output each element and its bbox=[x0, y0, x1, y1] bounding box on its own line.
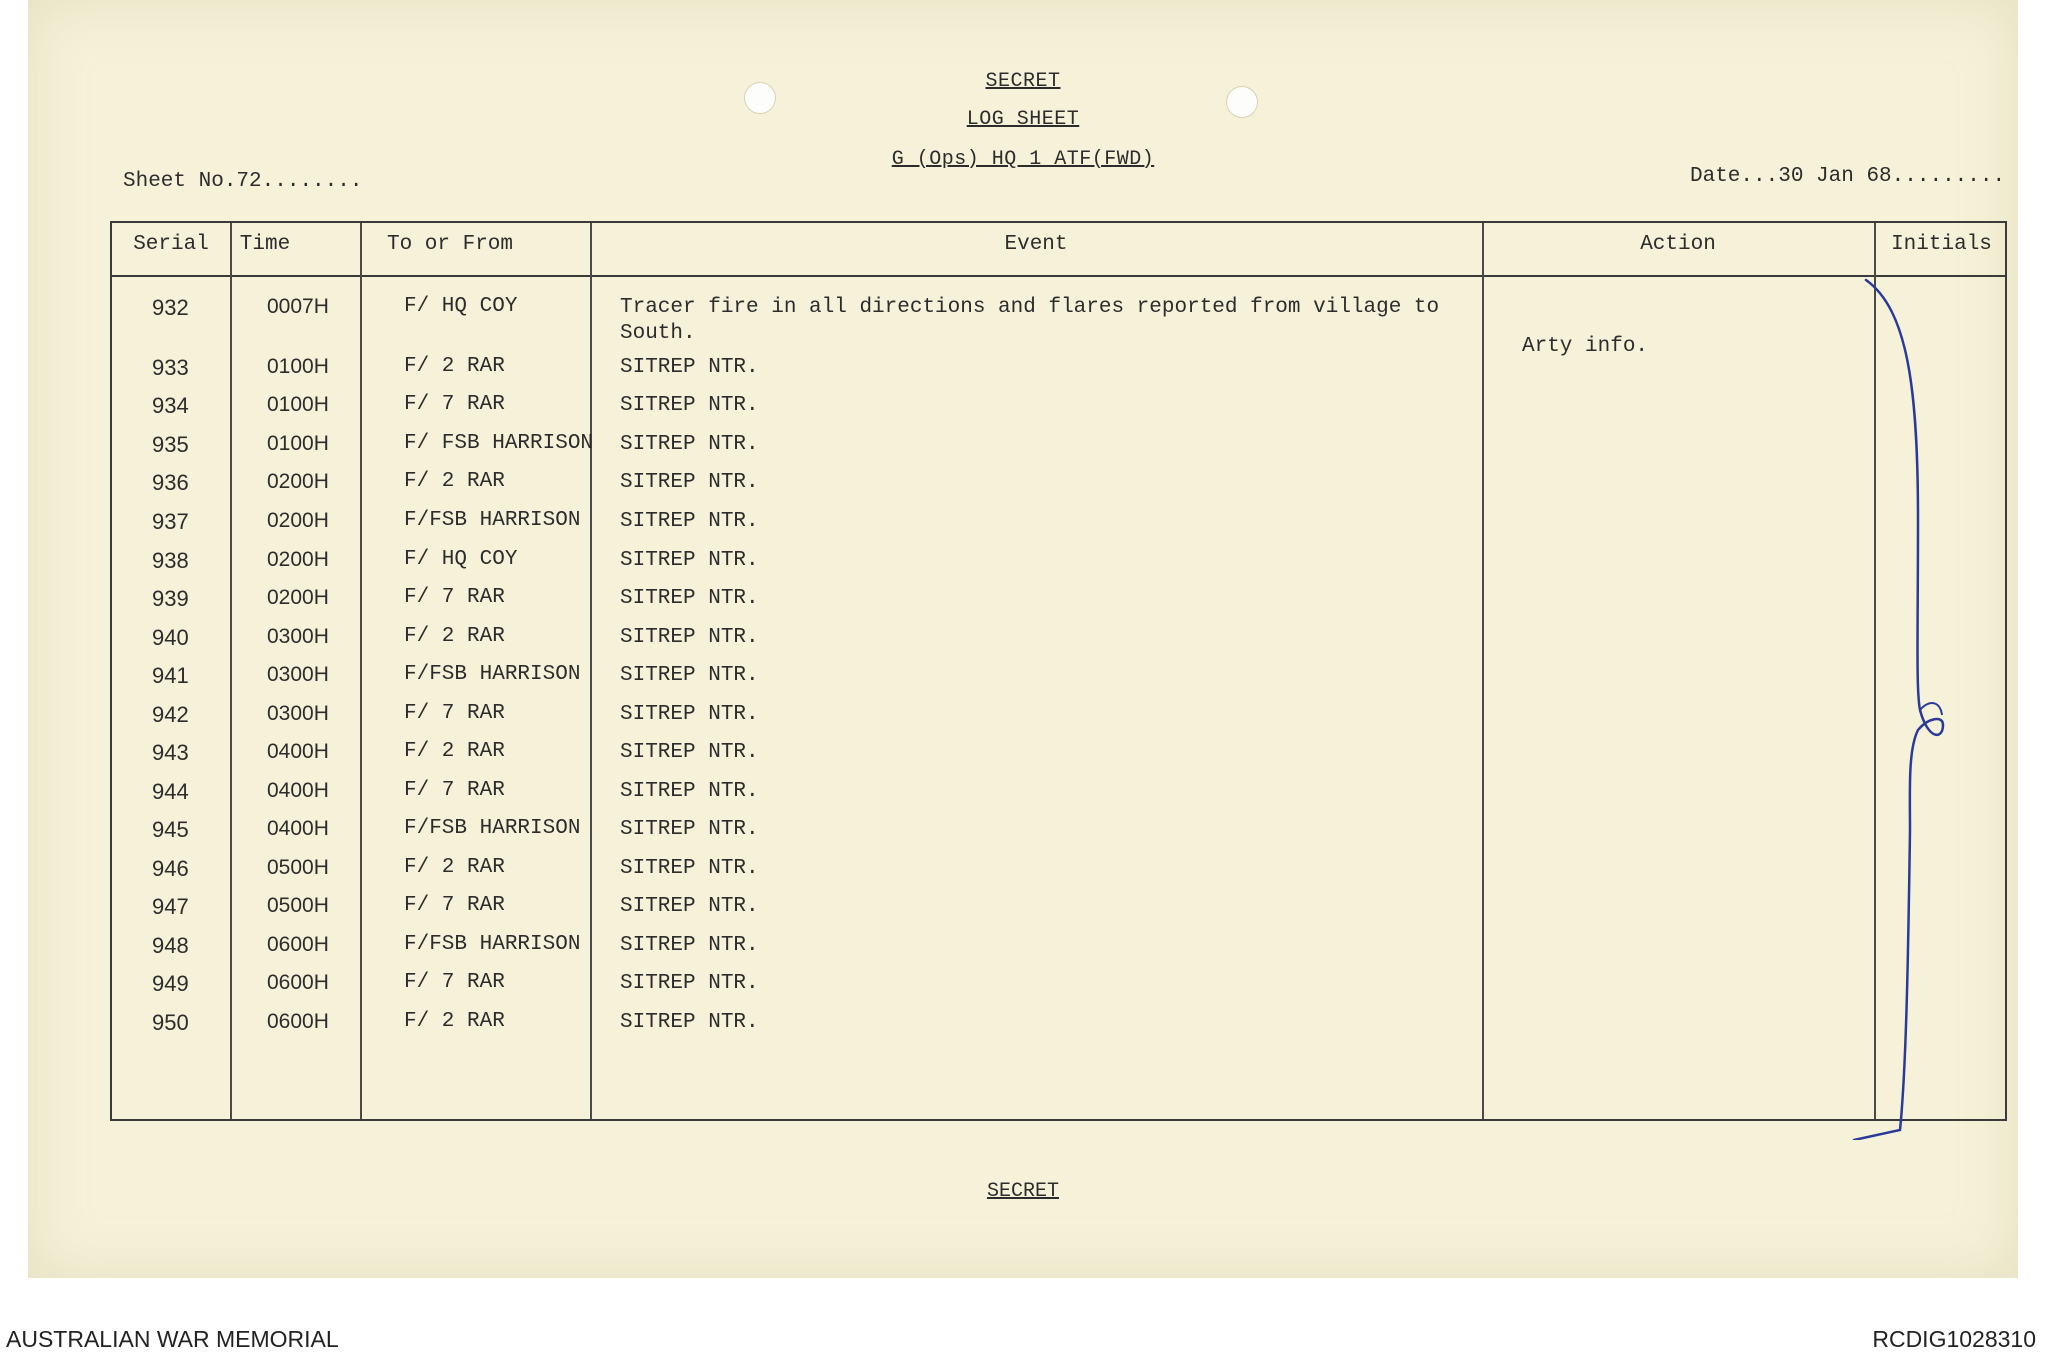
table-row bbox=[112, 971, 2005, 1009]
table-row bbox=[112, 779, 2005, 817]
time-cell: 0100H bbox=[267, 355, 329, 378]
time-cell: 0100H bbox=[267, 393, 329, 416]
table-row bbox=[112, 894, 2005, 932]
serial-cell: 933 bbox=[152, 355, 189, 380]
table-row bbox=[112, 470, 2005, 508]
time-cell: 0500H bbox=[267, 894, 329, 917]
table-row bbox=[112, 702, 2005, 740]
table-row bbox=[112, 817, 2005, 855]
to-from-cell: F/ 2 RAR bbox=[404, 355, 505, 378]
event-cell: SITREP NTR. bbox=[620, 1011, 759, 1034]
time-cell: 0600H bbox=[267, 971, 329, 994]
to-from-cell: F/FSB HARRISON bbox=[404, 509, 581, 532]
event-cell: SITREP NTR. bbox=[620, 471, 759, 494]
time-cell: 0400H bbox=[267, 817, 329, 840]
event-cell: SITREP NTR. bbox=[620, 394, 759, 417]
event-cell: SITREP NTR. bbox=[620, 433, 759, 456]
event-cell: SITREP NTR. bbox=[620, 587, 759, 610]
time-cell: 0300H bbox=[267, 702, 329, 725]
table-row bbox=[112, 548, 2005, 586]
to-from-cell: F/ 2 RAR bbox=[404, 740, 505, 763]
table-row bbox=[112, 432, 2005, 470]
time-cell: 0200H bbox=[267, 586, 329, 609]
serial-cell: 934 bbox=[152, 393, 189, 418]
caption-archive-name: AUSTRALIAN WAR MEMORIAL bbox=[6, 1326, 339, 1352]
event-cell: SITREP NTR. bbox=[620, 972, 759, 995]
time-cell: 0200H bbox=[267, 470, 329, 493]
sheet-number-field bbox=[123, 170, 362, 193]
event-cell: SITREP NTR. bbox=[620, 780, 759, 803]
date-field bbox=[1690, 165, 2005, 188]
table-row bbox=[112, 933, 2005, 971]
initials-signature-stroke bbox=[1848, 270, 1988, 1140]
log-sheet-paper bbox=[28, 0, 2018, 1278]
time-cell: 0400H bbox=[267, 740, 329, 763]
header-to-from: To or From bbox=[386, 233, 514, 256]
date-value: 30 Jan 68 bbox=[1778, 165, 1892, 188]
date-dots-right: ......... bbox=[1891, 165, 2006, 188]
event-cell: SITREP NTR. bbox=[620, 818, 759, 841]
serial-cell: 937 bbox=[152, 509, 189, 534]
serial-cell: 940 bbox=[152, 625, 189, 650]
to-from-cell: F/FSB HARRISON bbox=[404, 933, 581, 956]
table-row bbox=[112, 586, 2005, 624]
to-from-cell: F/ 7 RAR bbox=[404, 393, 505, 416]
serial-cell: 935 bbox=[152, 432, 189, 457]
to-from-cell: F/ 2 RAR bbox=[404, 856, 505, 879]
header-divider bbox=[112, 275, 2005, 277]
serial-cell: 948 bbox=[152, 933, 189, 958]
serial-cell: 938 bbox=[152, 548, 189, 573]
table-row bbox=[112, 856, 2005, 894]
event-cell: SITREP NTR. bbox=[620, 895, 759, 918]
to-from-cell: F/ 2 RAR bbox=[404, 625, 505, 648]
time-cell: 0100H bbox=[267, 432, 329, 455]
time-cell: 0200H bbox=[267, 548, 329, 571]
serial-cell: 942 bbox=[152, 702, 189, 727]
time-cell: 0300H bbox=[267, 625, 329, 648]
date-label: Date. bbox=[1690, 165, 1754, 188]
serial-cell: 945 bbox=[152, 817, 189, 842]
to-from-cell: F/ 7 RAR bbox=[404, 586, 505, 609]
event-cell: Tracer fire in all directions and flares reported from village to South. bbox=[620, 296, 1440, 345]
document-title: LOG SHEET bbox=[966, 108, 1080, 131]
sheet-number-value: 72 bbox=[236, 170, 262, 193]
to-from-cell: F/ 7 RAR bbox=[404, 971, 505, 994]
to-from-cell: F/ 7 RAR bbox=[404, 894, 505, 917]
classification-bottom: SECRET bbox=[986, 1180, 1059, 1203]
to-from-cell: F/ HQ COY bbox=[404, 295, 518, 318]
serial-cell: 950 bbox=[152, 1010, 189, 1035]
caption-archive-id: RCDIG1028310 bbox=[1872, 1326, 2036, 1352]
serial-cell: 946 bbox=[152, 856, 189, 881]
sheet-number-dots: ........ bbox=[261, 170, 363, 193]
to-from-cell: F/ 7 RAR bbox=[404, 702, 505, 725]
event-cell: SITREP NTR. bbox=[620, 664, 759, 687]
table-row bbox=[112, 740, 2005, 778]
time-cell: 0500H bbox=[267, 856, 329, 879]
event-cell: SITREP NTR. bbox=[620, 549, 759, 572]
table-row bbox=[112, 355, 2005, 393]
time-cell: 0400H bbox=[267, 779, 329, 802]
to-from-cell: F/ FSB HARRISON bbox=[404, 432, 594, 455]
event-cell: SITREP NTR. bbox=[620, 356, 759, 379]
to-from-cell: F/FSB HARRISON bbox=[404, 817, 581, 840]
table-row bbox=[112, 625, 2005, 663]
serial-cell: 939 bbox=[152, 586, 189, 611]
date-dots-left: .. bbox=[1753, 165, 1779, 188]
event-cell: SITREP NTR. bbox=[620, 510, 759, 533]
table-row bbox=[112, 663, 2005, 701]
event-cell: SITREP NTR. bbox=[620, 703, 759, 726]
table-row bbox=[112, 1010, 2005, 1048]
to-from-cell: F/ HQ COY bbox=[404, 548, 518, 571]
header-initials: Initials bbox=[1891, 233, 1992, 256]
serial-cell: 941 bbox=[152, 663, 189, 688]
serial-cell: 932 bbox=[152, 295, 189, 320]
time-cell: 0300H bbox=[267, 663, 329, 686]
time-cell: 0600H bbox=[267, 1010, 329, 1033]
sheet-number-label: Sheet No. bbox=[123, 170, 237, 193]
to-from-cell: F/ 2 RAR bbox=[404, 1010, 505, 1033]
event-cell: SITREP NTR. bbox=[620, 626, 759, 649]
event-cell: SITREP NTR. bbox=[620, 857, 759, 880]
to-from-cell: F/FSB HARRISON bbox=[404, 663, 581, 686]
header-event: Event bbox=[1004, 233, 1068, 256]
table-row bbox=[112, 295, 2005, 358]
to-from-cell: F/ 2 RAR bbox=[404, 470, 505, 493]
action-cell: Arty info. bbox=[1522, 335, 1649, 358]
classification-top: SECRET bbox=[985, 70, 1061, 93]
to-from-cell: F/ 7 RAR bbox=[404, 779, 505, 802]
serial-cell: 947 bbox=[152, 894, 189, 919]
time-cell: 0007H bbox=[267, 295, 329, 318]
serial-cell: 949 bbox=[152, 971, 189, 996]
table-row bbox=[112, 393, 2005, 431]
event-cell: SITREP NTR. bbox=[620, 934, 759, 957]
serial-cell: 936 bbox=[152, 470, 189, 495]
unit-name: G (Ops) HQ 1 ATF(FWD) bbox=[891, 148, 1155, 171]
time-cell: 0600H bbox=[267, 933, 329, 956]
header-time: Time bbox=[239, 233, 291, 256]
time-cell: 0200H bbox=[267, 509, 329, 532]
table-row bbox=[112, 509, 2005, 547]
event-cell: SITREP NTR. bbox=[620, 741, 759, 764]
serial-cell: 943 bbox=[152, 740, 189, 765]
serial-cell: 944 bbox=[152, 779, 189, 804]
header-serial: Serial bbox=[133, 233, 209, 256]
log-table bbox=[110, 221, 2007, 1121]
header-action: Action bbox=[1640, 233, 1716, 256]
